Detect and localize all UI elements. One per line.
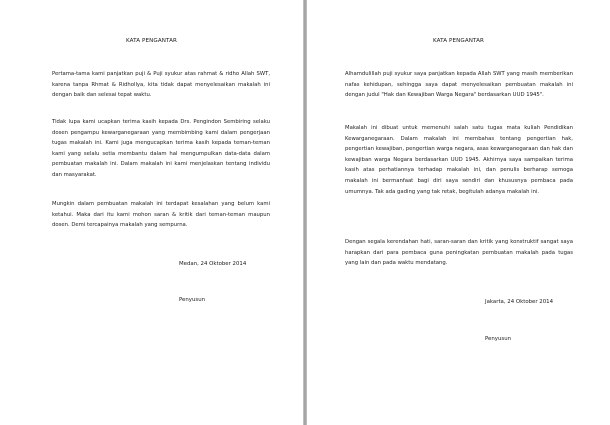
page-title: KATA PENGANTAR — [125, 38, 178, 44]
paragraph-3: Dengan segala kerendahan hati, saran-saran dan kritik yang konstruktif sangat saya harapkan dari para pembaca guna peningkatan pembuatan makalah pada tugas yang lain dan pada waktu mendatang. — [345, 239, 573, 267]
paragraph-2: Tidak lupa kami ucapkan terima kasih kepada Drs. Pengindon Sembiring selaku dosen pengampu kewarganegaraan yang membimbing kami dalam pengerjaan tugas makalah ini. Kami juga mengucapkan terima kasih kepada teman-teman kami yang selalu setia membantu dalam hal mengumpulkan data-data dalam pembuatan makalah ini. Dalam makalah ini kami menjelaskan tentang individu dan masyarakat. — [52, 119, 270, 178]
page-title: KATA PENGANTAR — [432, 38, 485, 44]
paragraph-2: Makalah ini dibuat untuk memenuhi salah satu tugas mata kuliah Pendidikan Kewarganegaraan. Dalam makalah ini membahas tentang pengertian hak, pengertian kewajiban, pengertian warga negara, asas kewarganegaraan dan hak dan kewajiban warga Negara berdasarkan UUD 1945. Akhirnya saya sampaikan terima kasih atas perhatiannya terhadap makalah ini, dan penulis berharap semoga makalah ini bermanfaat bagi diri saya sendiri dan khususnya pembaca pada umumnya. Tak ada gading yang tak retak, begitulah adanya makalah ini. — [345, 125, 573, 195]
signature-label: Penyusun — [485, 336, 512, 342]
place-date: Medan, 24 Oktober 2014 — [179, 261, 247, 267]
right-page — [307, 0, 610, 425]
signature-label: Penyusun — [179, 297, 206, 303]
paragraph-1: Pertama-tama kami panjatkan puji & Puji syukur atas rahmat & ridho Allah SWT, karena tanpa Rhmat & Ridhollya, kita tidak dapat menyelesaikan makalah ini dengan baik dan selesai tepat waktu. — [52, 71, 270, 99]
left-page — [0, 0, 303, 425]
paragraph-1: Alhamdulillah puji syukur saya panjatkan kepada Allah SWT yang masih memberikan nafas kehidupan, sehingga saya dapat menyelesaikan pembuatan makalah ini dengan judul "Hak dan Kewajiban Warga Negara" berdasarkan UUD 1945". — [345, 71, 573, 99]
place-date: Jakarta, 24 Oktober 2014 — [485, 299, 554, 305]
paragraph-3: Mungkin dalam pembuatan makalah ini terdapat kesalahan yang belum kami ketahui. Maka dari itu kami mohon saran & kritik dari teman-teman maupun dosen. Demi tercapainya makalah yang sempurna. — [52, 201, 270, 229]
